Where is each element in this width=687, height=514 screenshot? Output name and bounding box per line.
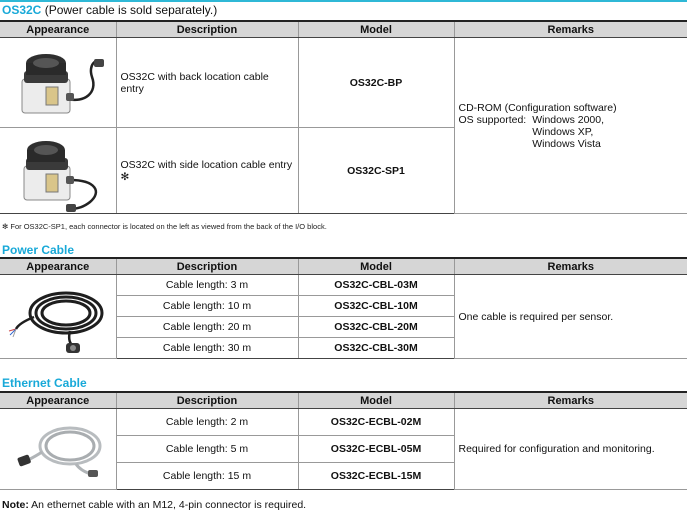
- appearance-cell: [0, 275, 116, 359]
- appearance-cell: [0, 128, 116, 214]
- table-header-row: [0, 258, 687, 275]
- ethernet-cable-table: [0, 391, 687, 490]
- description-cell: Cable length: 5 m: [116, 436, 298, 463]
- header-description: Description: [116, 258, 298, 275]
- table-row: [0, 409, 687, 436]
- power-cable-title: Power Cable: [2, 243, 75, 257]
- ethernet-cable-image: [0, 410, 116, 488]
- table-row: [0, 38, 687, 128]
- os32c-table: [0, 20, 687, 214]
- power-cable-section-title: [2, 243, 74, 257]
- header-description: Description: [116, 392, 298, 409]
- header-model: Model: [298, 392, 454, 409]
- os32c-title: OS32C: [2, 3, 42, 17]
- scanner-side-entry-image: [0, 130, 116, 212]
- model-cell: OS32C-CBL-10M: [298, 296, 454, 317]
- os32c-remarks-cell: [454, 38, 687, 214]
- power-cable-image: [0, 277, 116, 357]
- os32c-subtitle: (Power cable is sold separately.): [41, 3, 218, 17]
- header-remarks: Remarks: [454, 21, 687, 38]
- note-label: Note:: [2, 499, 29, 511]
- ethernet-cable-title: Ethernet Cable: [2, 376, 87, 390]
- os-item: Windows Vista: [532, 137, 601, 150]
- appearance-cell: [0, 409, 116, 490]
- note: [2, 499, 306, 511]
- scanner-back-entry-image: [0, 41, 116, 125]
- model-cell: OS32C-SP1: [298, 128, 454, 214]
- description-cell: Cable length: 20 m: [116, 317, 298, 338]
- model-cell: OS32C-ECBL-05M: [298, 436, 454, 463]
- power-cable-remarks-cell: One cable is required per sensor.: [454, 275, 687, 359]
- model-cell: OS32C-BP: [298, 38, 454, 128]
- header-description: Description: [116, 21, 298, 38]
- model-cell: OS32C-ECBL-02M: [298, 409, 454, 436]
- header-remarks: Remarks: [454, 392, 687, 409]
- header-model: Model: [298, 21, 454, 38]
- appearance-cell: [0, 38, 116, 128]
- top-rule: [0, 0, 687, 2]
- remarks-line: CD-ROM (Configuration software): [458, 101, 617, 114]
- os-supported: [459, 114, 684, 150]
- os-label: OS supported:: [458, 113, 527, 126]
- table-header-row: [0, 392, 687, 409]
- description-cell: Cable length: 10 m: [116, 296, 298, 317]
- note-text: An ethernet cable with an M12, 4-pin connector is required.: [28, 499, 307, 511]
- header-model: Model: [298, 258, 454, 275]
- model-cell: OS32C-CBL-03M: [298, 275, 454, 296]
- ethernet-cable-section-title: [2, 376, 87, 390]
- model-cell: OS32C-CBL-30M: [298, 338, 454, 359]
- os32c-section-title: [2, 3, 217, 17]
- description-cell: OS32C with side location cable entry ✻: [116, 128, 298, 214]
- header-remarks: Remarks: [454, 258, 687, 275]
- header-appearance: Appearance: [0, 21, 116, 38]
- description-cell: Cable length: 15 m: [116, 463, 298, 490]
- ethernet-cable-remarks-cell: Required for configuration and monitoring.: [454, 409, 687, 490]
- table-row: [0, 275, 687, 296]
- description-cell: Cable length: 3 m: [116, 275, 298, 296]
- description-cell: OS32C with back location cable entry: [116, 38, 298, 128]
- model-cell: OS32C-ECBL-15M: [298, 463, 454, 490]
- model-cell: OS32C-CBL-20M: [298, 317, 454, 338]
- table-header-row: [0, 21, 687, 38]
- os-list: [532, 114, 604, 150]
- power-cable-table: [0, 257, 687, 359]
- os-item: Windows XP,: [532, 125, 594, 138]
- description-cell: Cable length: 2 m: [116, 409, 298, 436]
- header-appearance: Appearance: [0, 392, 116, 409]
- description-cell: Cable length: 30 m: [116, 338, 298, 359]
- os-item: Windows 2000,: [532, 113, 605, 126]
- header-appearance: Appearance: [0, 258, 116, 275]
- os32c-footnote: ✻ For OS32C-SP1, each connector is located on the left as viewed from the back of the I/O block.: [2, 222, 327, 231]
